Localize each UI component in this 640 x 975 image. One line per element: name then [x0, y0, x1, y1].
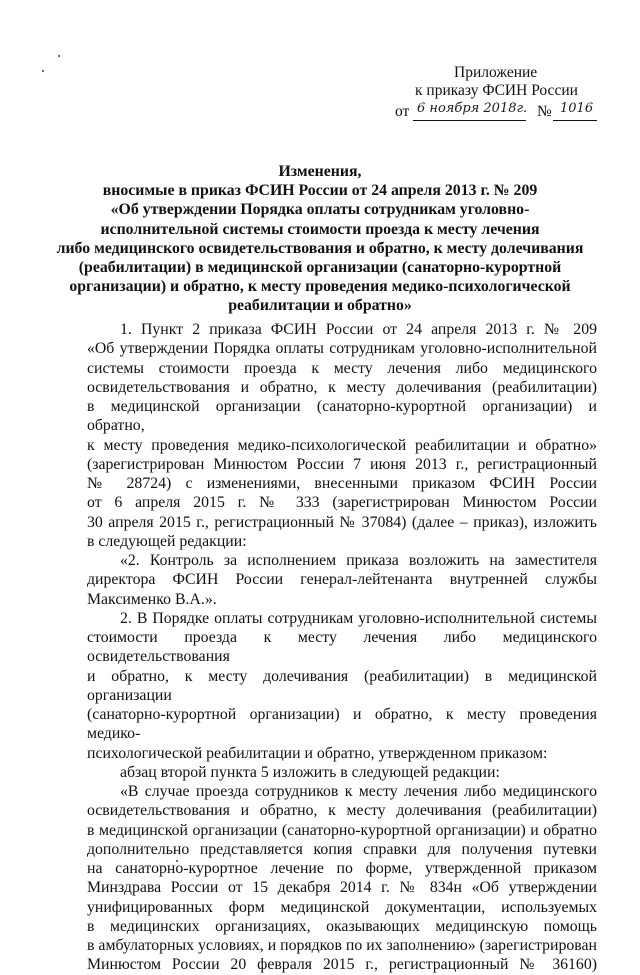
title-line: (реабилитации) в медицинской организации (санаторно-курортной [78, 259, 562, 277]
body-line: и обратно, к месту долечивания (реабилитации) в медицинской организации [87, 667, 597, 704]
appendix-title: Приложение [454, 64, 538, 81]
body-line: в медицинской организации (санаторно-курортной организации) и обратно, [87, 398, 597, 435]
body-line: стоимости проезда к месту лечения либо медицинского освидетельствования [87, 629, 597, 666]
body-line: к месту проведения медико-психологической реабилитации и обратно» [87, 436, 597, 454]
body-line: в медицинской организации (санаторно-курортной организации) и обратно [87, 821, 597, 839]
title-line: Изменения, [278, 163, 362, 180]
body-line: Минздрава России от 15 декабря 2014 г. № 834н «Об утверждении [87, 879, 597, 897]
title-line: реабилитации и обратно» [228, 297, 412, 315]
number-underline [553, 120, 597, 121]
document-body [87, 320, 597, 975]
date-underline [413, 120, 526, 121]
appendix-date-number [395, 101, 605, 123]
body-line: унифицированных форм медицинской документации, используемых [87, 898, 597, 916]
body-line: в амбулаторных условиях, и порядков по их заполнению» (зарегистрирован [87, 937, 597, 954]
title-line: исполнительной системы стоимости проезда к месту лечения [100, 220, 540, 238]
body-line: в медицинских организациях, оказывающих медицинскую помощь [87, 917, 597, 935]
body-line: психологической реабилитации и обратно, утвержденном приказом: [87, 744, 548, 762]
appendix-header [395, 64, 605, 123]
body-line: Минюстом России 20 февраля 2015 г., регистрационный № 36160) [87, 956, 597, 974]
body-line: 30 апреля 2015 г., регистрационный № 37084) (далее – приказ), изложить [87, 513, 597, 531]
body-line: в следующей редакции: [87, 532, 247, 550]
body-line: (санаторно-курортной организации) и обратно, к месту проведения медико- [87, 706, 597, 743]
body-line: освидетельствования и обратно, к месту долечивания (реабилитации) [87, 378, 597, 396]
date-prefix: от [395, 103, 410, 120]
body-line: системы стоимости проезда к месту лечения либо медицинского [87, 359, 597, 377]
body-line: № 28724) с изменениями, внесенными приказом ФСИН России [87, 475, 597, 492]
body-line: (зарегистрирован Минюстом России 7 июня 2013 г., регистрационный [87, 455, 597, 473]
scan-speck [42, 70, 44, 72]
body-line: «2. Контроль за исполнением приказа возложить на заместителя [120, 552, 597, 569]
scan-speck [58, 55, 60, 57]
document-title [40, 162, 600, 316]
body-line: от 6 апреля 2015 г. № 333 (зарегистрирован Минюстом России [87, 494, 597, 512]
title-line: «Об утверждении Порядка оплаты сотрудникам уголовно- [110, 201, 530, 219]
title-line: либо медицинского освидетельствования и обратно, к месту долечивания [56, 239, 584, 257]
body-line: директора ФСИН России генерал-лейтенанта внутренней службы [87, 571, 597, 589]
body-line: «В случае проезда сотрудников к месту лечения либо медицинского [120, 783, 597, 800]
body-line: 1. Пункт 2 приказа ФСИН России от 24 апреля 2013 г. № 209 [120, 321, 597, 338]
body-line: «Об утверждении Порядка оплаты сотрудникам уголовно-исполнительной [87, 340, 597, 358]
body-line: на санаторно-курортное лечение по форме, утвержденной приказом [87, 860, 597, 877]
number-label: № [537, 103, 552, 120]
body-line: 2. В Порядке оплаты сотрудникам уголовно-исполнительной системы [120, 609, 597, 627]
body-line: абзац второй пункта 5 изложить в следующей редакции: [120, 763, 500, 781]
handwritten-number: 1016 [560, 101, 594, 116]
body-line: освидетельствования и обратно, к месту долечивания (реабилитации) [87, 802, 597, 820]
body-line: дополнительно представляется копия справки для получения путевки [87, 840, 597, 858]
title-line: организации) и обратно, к месту проведения медико-психологической [69, 278, 571, 296]
body-line: Максименко В.А.». [87, 590, 217, 608]
appendix-order-ref: к приказу ФСИН России [415, 82, 578, 99]
handwritten-date: 6 ноября 2018г. [417, 101, 528, 116]
title-line: вносимые в приказ ФСИН России от 24 апреля 2013 г. № 209 [102, 182, 538, 200]
